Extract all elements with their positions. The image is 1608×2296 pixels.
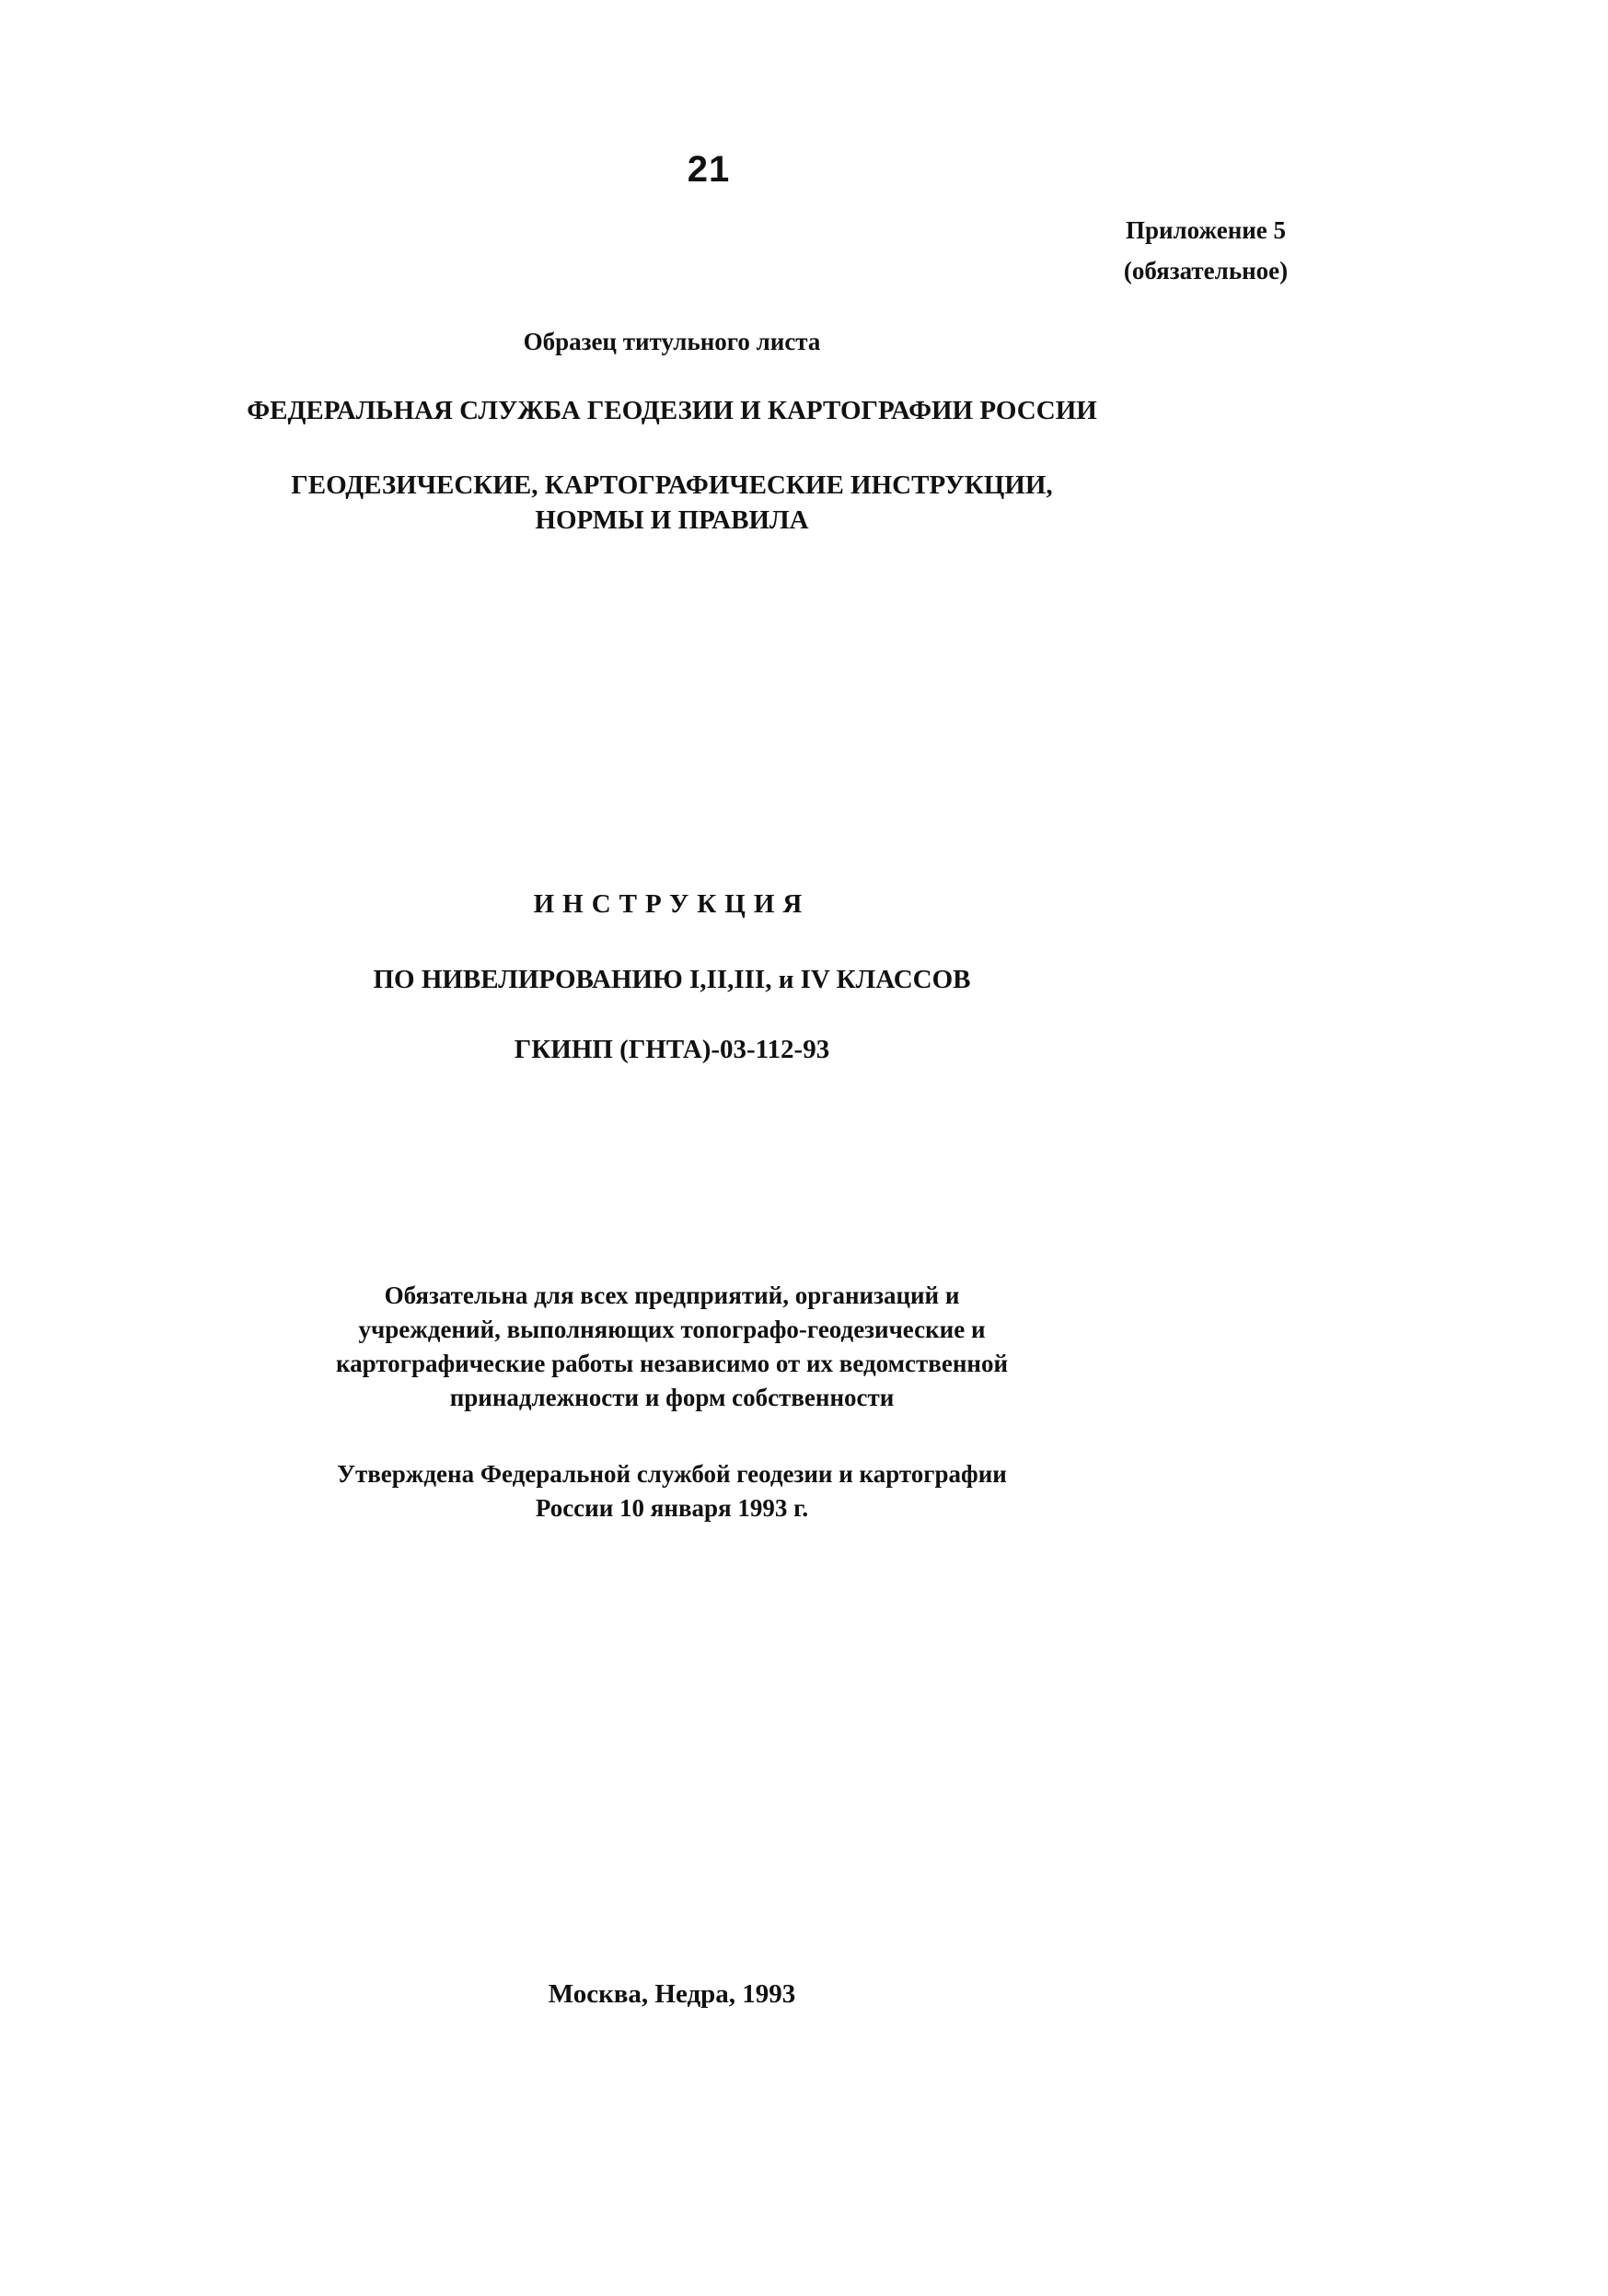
appendix-label-block <box>1086 210 1325 291</box>
document-code: ГКИНП (ГНТА)-03-112-93 <box>514 1035 830 1064</box>
page-number: 21 <box>687 149 731 190</box>
appendix-label: Приложение 5 <box>1125 216 1287 244</box>
mandatory-note-line-1: Обязательна для всех предприятий, организаций и <box>384 1281 960 1309</box>
approval-note <box>202 1457 1141 1525</box>
mandatory-note-line-4: принадлежности и форм собственности <box>449 1384 895 1411</box>
mandatory-note-line-3: картографические работы независимо от их ведомственной <box>335 1350 1009 1377</box>
series-title-line-2: НОРМЫ И ПРАВИЛА <box>535 505 809 535</box>
publisher-imprint: Москва, Недра, 1993 <box>548 1979 796 2009</box>
approval-note-line-2: России 10 января 1993 г. <box>535 1494 809 1522</box>
sample-title: Образец титульного листа <box>523 328 821 355</box>
document-title: ПО НИВЕЛИРОВАНИЮ I,II,III, и IV КЛАССОВ <box>373 965 971 994</box>
mandatory-note-line-2: учреждений, выполняющих топографо-геодезические и <box>358 1316 986 1343</box>
mandatory-note <box>202 1279 1141 1415</box>
organization-name: ФЕДЕРАЛЬНАЯ СЛУЖБА ГЕОДЕЗИИ И КАРТОГРАФИИ РОССИИ <box>247 396 1097 425</box>
appendix-note: (обязательное) <box>1123 257 1289 284</box>
document-type: ИНСТРУКЦИЯ <box>533 889 811 919</box>
series-title <box>166 468 1178 538</box>
series-title-line-1: ГЕОДЕЗИЧЕСКИЕ, КАРТОГРАФИЧЕСКИЕ ИНСТРУКЦИИ, <box>291 470 1053 500</box>
approval-note-line-1: Утверждена Федеральной службой геодезии и картографии <box>337 1460 1007 1488</box>
